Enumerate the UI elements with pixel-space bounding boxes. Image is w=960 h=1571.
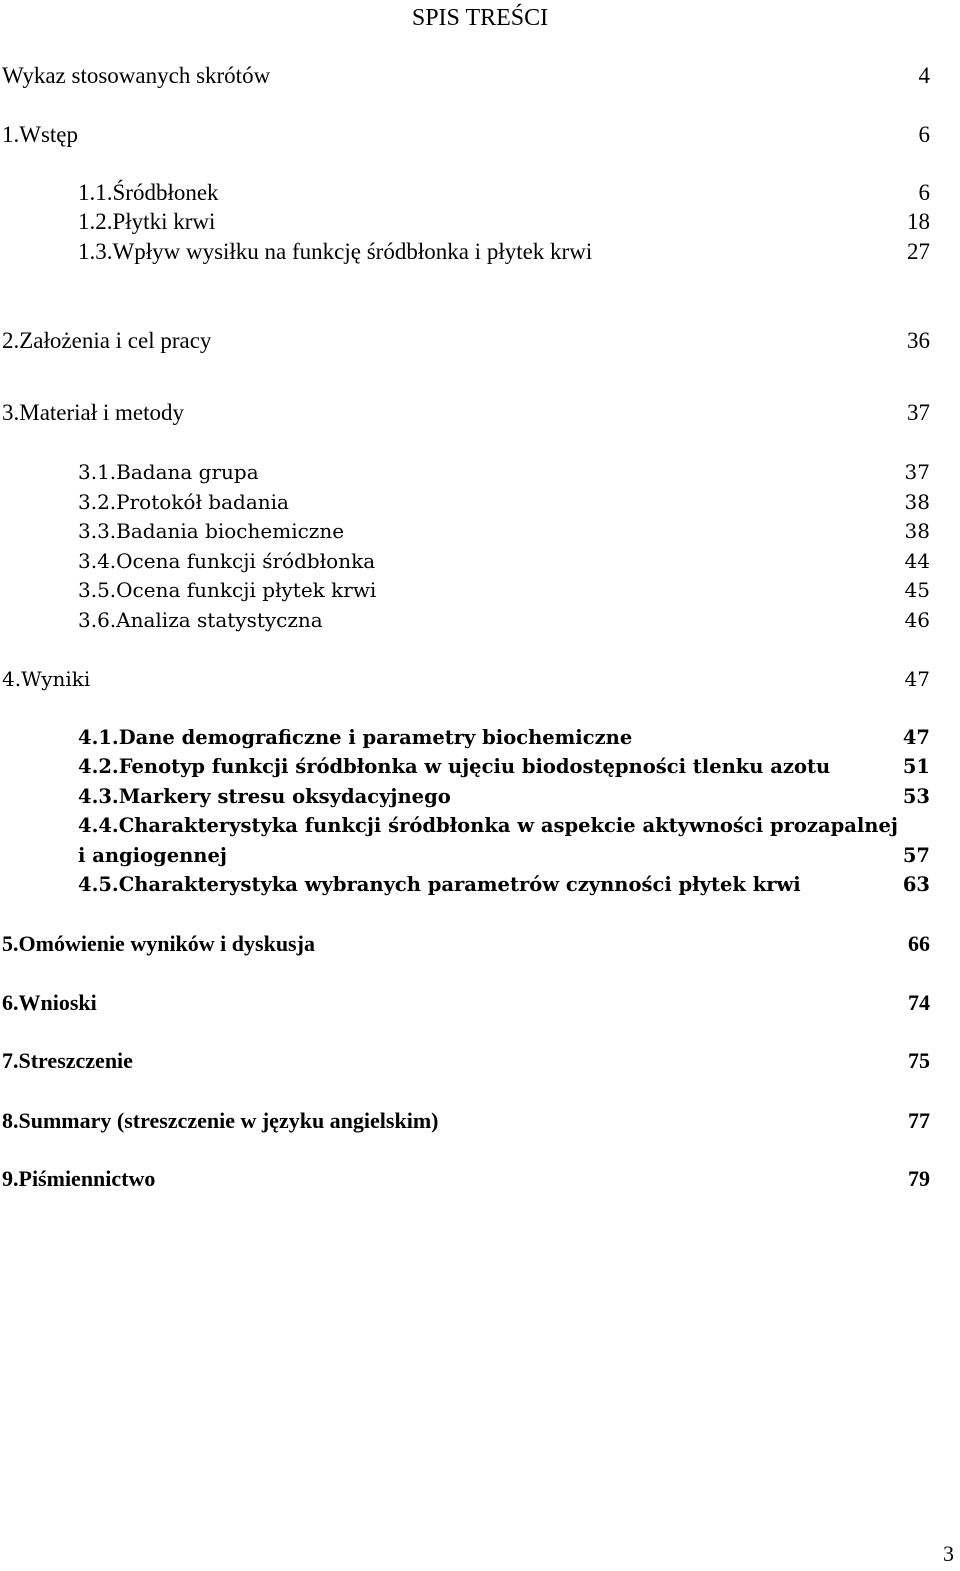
toc-entry[interactable] bbox=[2, 930, 930, 958]
toc-entry[interactable] bbox=[2, 665, 930, 693]
toc-entry-text: 1.Wstęp bbox=[2, 122, 79, 147]
toc-entry-text: Wykaz stosowanych skrótów bbox=[2, 63, 271, 88]
toc-entry-text: 1.2.Płytki krwi bbox=[78, 209, 216, 234]
toc-entry[interactable] bbox=[78, 871, 930, 899]
toc-entry[interactable] bbox=[78, 238, 930, 266]
toc-entry-page: 75 bbox=[908, 1048, 930, 1073]
toc-entry-text: 1.3.Wpływ wysiłku na funkcję śródbłonka i płytek krwi bbox=[78, 239, 593, 264]
toc-entry-text: 4.1.Dane demograficzne i parametry biochemiczne bbox=[78, 726, 633, 749]
toc-entry[interactable] bbox=[78, 488, 930, 516]
toc-entry[interactable] bbox=[78, 458, 930, 486]
toc-entry[interactable] bbox=[78, 517, 930, 545]
toc-entry-page: 51 bbox=[902, 755, 930, 778]
toc-entry-page: 44 bbox=[904, 549, 930, 573]
toc-entry-page: 6 bbox=[918, 122, 930, 147]
toc-entry[interactable] bbox=[78, 547, 930, 575]
toc-entry[interactable] bbox=[2, 1165, 930, 1193]
page-title: SPIS TREŚCI bbox=[411, 5, 549, 31]
toc-entry-page: 4 bbox=[918, 63, 930, 88]
toc-entry-text: 3.6.Analiza statystyczna bbox=[78, 608, 323, 632]
toc-entry[interactable] bbox=[78, 606, 930, 634]
toc-entry[interactable] bbox=[78, 783, 930, 811]
toc-entry-text: 6.Wnioski bbox=[2, 990, 97, 1015]
toc-entry[interactable] bbox=[2, 62, 930, 90]
toc-entry[interactable] bbox=[2, 1107, 930, 1135]
toc-entry[interactable] bbox=[78, 179, 930, 207]
page-number: 3 bbox=[943, 1541, 954, 1566]
toc-entry-text: 3.5.Ocena funkcji płytek krwi bbox=[78, 578, 377, 602]
toc-entry-page: 46 bbox=[904, 608, 930, 632]
toc-entry-page: 66 bbox=[908, 931, 930, 956]
toc-entry-page: 57 bbox=[902, 844, 930, 867]
toc-entry[interactable] bbox=[78, 724, 930, 752]
toc-entry-text: 3.Materiał i metody bbox=[2, 400, 185, 425]
toc-entry-page: 37 bbox=[904, 460, 930, 484]
toc-entry-text: i angiogennej bbox=[78, 844, 227, 867]
toc-entry[interactable] bbox=[78, 208, 930, 236]
toc-entry[interactable] bbox=[2, 399, 930, 427]
toc-entry-page: 77 bbox=[908, 1108, 930, 1133]
toc-entry-page: 53 bbox=[902, 785, 930, 808]
toc-entry-text: 4.Wyniki bbox=[2, 667, 91, 691]
toc-entry-page: 18 bbox=[907, 209, 930, 234]
toc-entry[interactable] bbox=[2, 327, 930, 355]
toc-entry-page: 27 bbox=[907, 239, 930, 264]
toc-entry[interactable] bbox=[78, 842, 930, 870]
toc-entry-page: 6 bbox=[918, 180, 930, 205]
toc-entry-page: 79 bbox=[908, 1166, 930, 1191]
toc-entry[interactable] bbox=[2, 121, 930, 149]
toc-entry-text: 9.Piśmiennictwo bbox=[2, 1166, 156, 1191]
toc-entry-text: 3.4.Ocena funkcji śródbłonka bbox=[78, 549, 376, 573]
toc-entry-text: 8.Summary (streszczenie w języku angielskim) bbox=[2, 1108, 439, 1133]
toc-entry-text: 5.Omówienie wyników i dyskusja bbox=[2, 931, 315, 956]
toc-entry-page: 37 bbox=[907, 400, 930, 425]
toc-entry-page: 38 bbox=[904, 519, 930, 543]
toc-entry[interactable] bbox=[2, 989, 930, 1017]
toc-entry-page: 38 bbox=[904, 490, 930, 514]
toc-entry[interactable] bbox=[2, 1047, 930, 1075]
toc-entry-text: 4.4.Charakterystyka funkcji śródbłonka w aspekcie aktywności prozapalnej bbox=[78, 814, 898, 837]
toc-entry[interactable] bbox=[78, 753, 930, 781]
toc-entry-page: 74 bbox=[908, 990, 930, 1015]
toc-entry-text: 3.1.Badana grupa bbox=[78, 460, 259, 484]
toc-entry-page: 63 bbox=[902, 873, 930, 896]
toc-entry-page: 47 bbox=[904, 667, 930, 691]
toc-entry-page: 36 bbox=[907, 328, 930, 353]
toc-entry-text: 4.3.Markery stresu oksydacyjnego bbox=[78, 785, 451, 808]
toc-entry-page: 45 bbox=[904, 578, 930, 602]
toc-entry-text: 4.5.Charakterystyka wybranych parametrów czynności płytek krwi bbox=[78, 873, 801, 896]
toc-entry-text: 3.2.Protokół badania bbox=[78, 490, 289, 514]
toc-entry-text: 3.3.Badania biochemiczne bbox=[78, 519, 345, 543]
toc-entry-text: 2.Założenia i cel pracy bbox=[2, 328, 212, 353]
toc-entry[interactable] bbox=[78, 576, 930, 604]
toc-entry-page: 47 bbox=[902, 726, 930, 749]
toc-entry[interactable] bbox=[78, 812, 930, 840]
toc-entry-text: 7.Streszczenie bbox=[2, 1048, 133, 1073]
toc-entry-text: 1.1.Śródbłonek bbox=[78, 180, 219, 205]
toc-entry-text: 4.2.Fenotyp funkcji śródbłonka w ujęciu biodostępności tlenku azotu bbox=[78, 755, 831, 778]
